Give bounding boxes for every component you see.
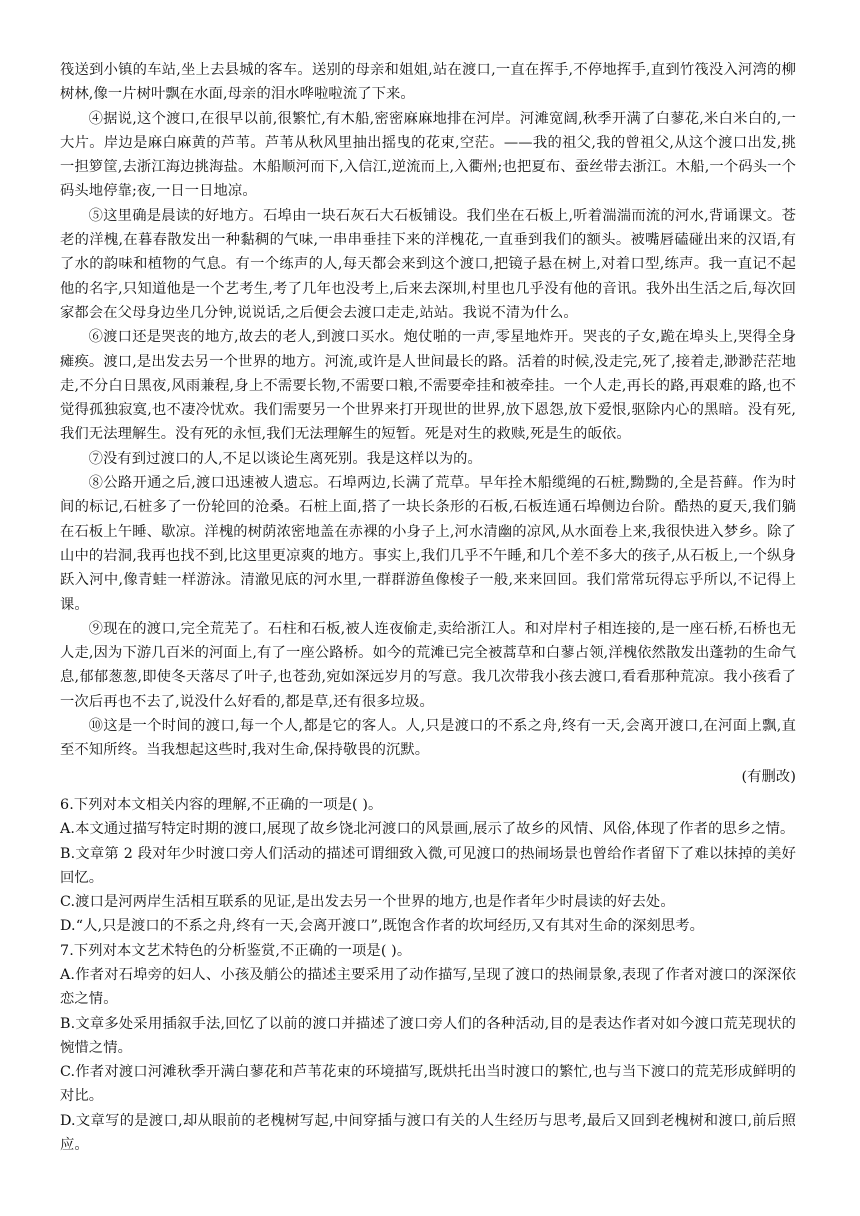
article-paragraph-7: ⑦没有到过渡口的人,不足以谈论生离死别。我是这样以为的。 <box>88 450 482 467</box>
question-7 <box>60 939 796 1158</box>
article-paragraph-8: ⑧公路开通之后,渡口迅速被人遗忘。石埠两边,长满了荒草。早年拴木船缆绳的石桩,黝黝的,全是苔藓。作为时间的标记,石桩多了一份轮回的沧桑。石桩上面,搭了一块长条形的石板,石板连通石埠侧边台阶。酷热的夏天,我们躺在石板上午睡、歇凉。洋槐的树荫浓密地盖在赤裸的小身子上,河水清幽的凉风,从水面卷上来,我很快进入梦乡。除了山中的岩洞,我再也找不到,比这里更凉爽的地方。事实上,我们几乎不午睡,和几个差不多大的孩子,从石板上,一个纵身跃入河中,像青蛙一样游泳。清澈见底的河水里,一群群游鱼像梭子一般,来来回回。我们常常玩得忘乎所以,不记得上课。 <box>60 475 796 613</box>
option-a: A.作者对石埠旁的妇人、小孩及艄公的描述主要采用了动作描写,呈现了渡口的热闹景象,表现了作者对渡口的深深依恋之情。 <box>60 966 796 1008</box>
article-paragraph-4: ④据说,这个渡口,在很早以前,很繁忙,有木船,密密麻麻地排在河岸。河滩宽阔,秋季开满了白蓼花,米白米白的,一大片。岸边是麻白麻黄的芦苇。芦苇从秋风里抽出摇曳的花束,空茫。——我的祖父,我的曾祖父,从这个渡口出发,挑一担箩筐,去浙江海边挑海盐。木船顺河而下,入信江,逆流而上,入衢州;也把夏布、蚕丝带去浙江。木船,一个码头一个码头地停靠;夜,一日一日地凉。 <box>60 110 796 200</box>
option-c: C.作者对渡口河滩秋季开满白蓼花和芦苇花束的环境描写,既烘托出当时渡口的繁忙,也与当下渡口的荒芜形成鲜明的对比。 <box>60 1064 796 1105</box>
option-c: C.渡口是河两岸生活相互联系的见证,是出发去另一个世界的地方,也是作者年少时晨读的好去处。 <box>60 894 675 911</box>
article-paragraph-10: ⑩这是一个时间的渡口,每一个人,都是它的客人。人,只是渡口的不系之舟,终有一天,会离开渡口,在河面上飘,直至不知所终。当我想起这些时,我对生命,保持敬畏的沉默。 <box>60 718 796 759</box>
document-page <box>60 58 796 1157</box>
article-paragraph-9: ⑨现在的渡口,完全荒芜了。石柱和石板,被人连夜偷走,卖给浙江人。和对岸村子相连接的,是一座石桥,石桥也无人走,因为下游几百米的河面上,有了一座公路桥。如今的荒滩已完全被蒿草和白蓼占领,洋槐依然散发出蓬勃的生命气息,郁郁葱葱,即使冬天落尽了叶子,也苍劲,宛如深远岁月的写意。我几次带我小孩去渡口,看看那种荒凉。我小孩看了一次后再也不去了,说没什么好看的,都是草,还有很多垃圾。 <box>60 620 796 710</box>
question-6 <box>60 793 796 939</box>
question-stem: 6.下列对本文相关内容的理解,不正确的一项是( )。 <box>60 796 383 813</box>
article-paragraph-5: ⑤这里确是晨读的好地方。石埠由一块石灰石大石板铺设。我们坐在石板上,听着湍湍而流的河水,背诵课文。苍老的洋槐,在暮春散发出一种黏稠的气味,一串串垂挂下来的洋槐花,一直垂到我们的额头。被嘴唇磕碰出来的汉语,有了水的韵味和植物的气息。有一个练声的人,每天都会来到这个渡口,把镜子悬在树上,对着口型,练声。我一直记不起他的名字,只知道他是一个艺考生,考了几年也没考上,后来去深圳,村里也几乎没有他的音讯。我外出生活之后,每次回家都会在父母身边坐几分钟,说说话,之后便会去渡口走走,站站。我说不清为什么。 <box>60 207 796 321</box>
source-note: (有删改) <box>741 768 796 785</box>
option-a: A.本文通过描写特定时期的渡口,展现了故乡饶北河渡口的风景画,展示了故乡的风情、风俗,体现了作者的思乡之情。 <box>60 821 795 838</box>
option-b: B.文章第 2 段对年少时渡口旁人们活动的描述可谓细致入微,可见渡口的热闹场景也曾给作者留下了难以抹掉的美好回忆。 <box>60 845 796 886</box>
article-paragraph-6: ⑥渡口还是哭丧的地方,故去的老人,到渡口买水。炮仗啪的一声,零星地炸开。哭丧的子女,跪在埠头上,哭得全身瘫痪。渡口,是出发去另一个世界的地方。河流,或许是人世间最长的路。活着的时候,没走完,死了,接着走,渺渺茫茫地走,不分白日黑夜,风雨兼程,身上不需要长物,不需要口粮,不需要牵挂和被牵挂。一个人走,再长的路,再艰难的路,也不觉得孤独寂寞,也不凄冷忧欢。我们需要另一个世界来打开现世的世界,放下恩怨,放下爱恨,驱除内心的黑暗。没有死,我们无法理解生。没有死的永恒,我们无法理解生的短暂。死是对生的救赎,死是生的皈依。 <box>60 329 796 443</box>
option-b: B.文章多处采用插叙手法,回忆了以前的渡口并描述了渡口旁人们的各种活动,目的是表达作者对如今渡口荒芜现状的惋惜之情。 <box>60 1015 796 1056</box>
article-paragraph-continued: 筏送到小镇的车站,坐上去县城的客车。送别的母亲和姐姐,站在渡口,一直在挥手,不停地挥手,直到竹筏没入河湾的柳树林,像一片树叶飘在水面,母亲的泪水哗啦啦流了下来。 <box>60 62 796 103</box>
question-stem: 7.下列对本文艺术特色的分析鉴赏,不正确的一项是( )。 <box>60 942 412 959</box>
option-d: D.“人,只是渡口的不系之舟,终有一天,会离开渡口”,既饱含作者的坎坷经历,又有其对生命的深刻思考。 <box>60 918 705 935</box>
option-d: D.文章写的是渡口,却从眼前的老槐树写起,中间穿插与渡口有关的人生经历与思考,最后又回到老槐树和渡口,前后照应。 <box>60 1112 796 1154</box>
